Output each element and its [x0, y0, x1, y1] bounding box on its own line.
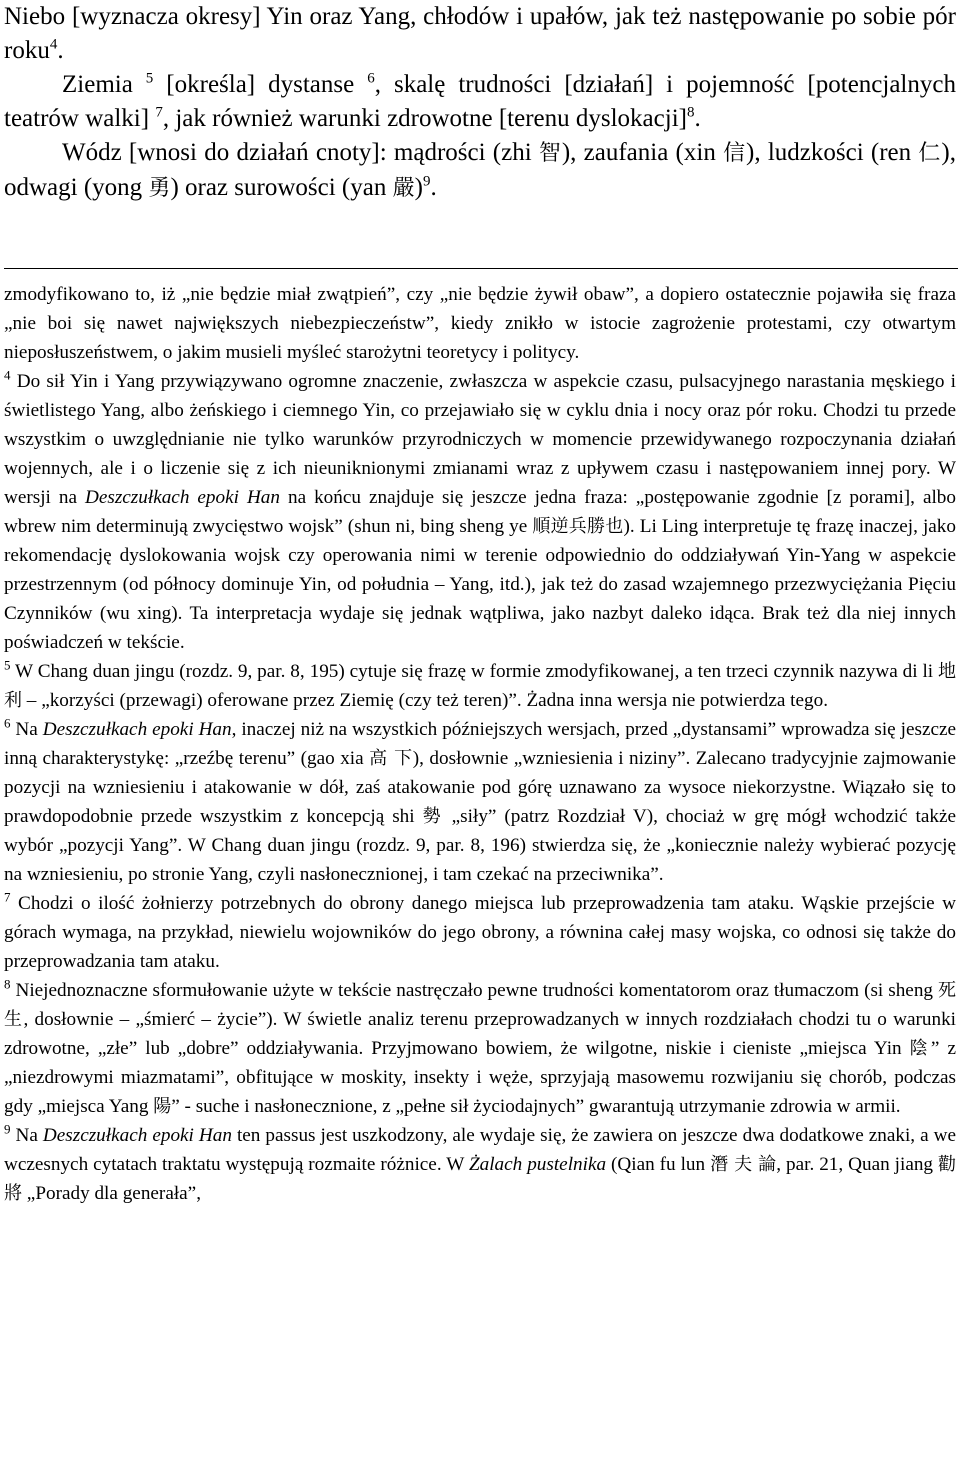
- main-paragraph-1: [4, 0, 956, 68]
- footnote-title: Deszczułkach epoki Han: [42, 719, 232, 740]
- footnote-number: 5: [4, 657, 11, 673]
- paragraph-text: , skalę trudności [działań] i pojemność [potencjalnych teatrów walki]: [4, 71, 956, 132]
- cjk-character: 勢: [422, 806, 444, 827]
- footnote-ref-8[interactable]: 8: [686, 104, 695, 121]
- footnote-text: Chodzi o ilość żołnierzy potrzebnych do obrony danego miejsca lub przeprowadzenia tam ataku. Wąskie przejście w górach wymaga, na przykład, niewielu wojowników do jego obrony, a równina całej masy wojska, co odnosi się także do przeprowadzania tam ataku.: [4, 893, 956, 972]
- footnote-text: , inaczej niż na wszystkich późniejszych wersjach, przed „dystansami” wprowadza się jeszcze inną charakterystykę: „rzeźbę terenu” (gao xia: [4, 719, 957, 769]
- paragraph-text: ): [414, 174, 423, 201]
- footnote-text: ). Li Ling interpretuje tę frazę inaczej, jako rekomendację dyslokowania wojsk czy operowania nimi w terenie odpowiednio do oddziaływań Yin-Yang w aspekcie przestrzennym (od północy dominuje Yin, od południa – Yang, itd.), jak też do zasad wzajemnego przezwyciężania Pięciu Czynników (wu xing). Ta interpretacja wydaje się jednak wątpliwa, jako nazbyt daleko idąca. Brak też dla niej innych poświadczeń w tekście.: [4, 516, 956, 653]
- cjk-character: 信: [723, 141, 747, 166]
- paragraph-text: ), ludzkości (ren: [746, 139, 919, 166]
- paragraph-text: .: [430, 174, 437, 201]
- footnote-text: Na: [10, 1125, 43, 1146]
- paragraph-text: Wódz [wnosi do działań cnoty]: mądrości (zhi: [62, 139, 539, 166]
- footnote-number: 8: [4, 976, 11, 992]
- footnote-text: ” - suche i nasłonecznione, z „pełne sił życiodajnych” gwarantują utrzymanie zdrowia w armii.: [171, 1096, 901, 1117]
- footnote-text: (Qian fu lun: [606, 1154, 711, 1175]
- paragraph-text: ) oraz surowości (yan: [170, 174, 393, 201]
- footnote-text: ), dosłownie „wzniesienia i niziny”. Zalecano tradycyjnie zajmowanie pozycji na wzniesieniu i atakowanie w dół, zaś atakowanie pod górę uznawano za wysoce niekorzystne. Wiązało się to prawdopodobnie przede wszystkim z koncepcją shi: [4, 748, 956, 827]
- footnote-ref-9[interactable]: 9: [422, 173, 431, 190]
- footnote-text: Do sił Yin i Yang przywiązywano ogromne znaczenie, zwłaszcza w aspekcie czasu, pulsacyjnego narastania męskiego i świetlistego Yang, albo żeńskiego i ciemnego Yin, co przejawiało się w cyklu dnia i nocy oraz pór roku. Chodzi tu przede wszystkim o uwzględnianie nie tylko warunków przyrodniczych w momencie przewidywanego rozpoczynania działań wojennych, ale i o liczenie się z ich nieuniknionymi zmianami wraz z upływem czasu i następowaniem innej pory. W wersji na: [4, 371, 956, 508]
- footnote-continuation: zmodyfikowano to, iż „nie będzie miał zwątpień”, czy „nie będzie żywił obaw”, a dopiero ostatecznie pojawiła się fraza „nie boi się nawet największych niebezpieczeństw”, kiedy znikło w istocie zagrożenie protestami, czy otwartym nieposłuszeństwem, o jakim musieli myśleć starożytni teoretycy i politycy.: [4, 284, 956, 363]
- paragraph-text: ), zaufania (xin: [561, 139, 724, 166]
- cjk-character: 仁: [918, 141, 942, 166]
- cjk-characters: 死 生: [4, 980, 956, 1030]
- footnote-text: Na: [10, 719, 43, 740]
- paragraph-text: .: [57, 37, 64, 64]
- footnote-title: Deszczułkach epoki Han: [42, 1125, 232, 1146]
- paragraph-text: , jak również warunki zdrowotne [terenu dyslokacji]: [162, 105, 687, 132]
- cjk-characters: 順逆兵勝也: [532, 516, 624, 537]
- cjk-character: 嚴: [392, 176, 415, 201]
- footnote-8: [4, 976, 956, 1121]
- footnote-ref-7[interactable]: 7: [155, 104, 163, 121]
- paragraph-text: Niebo [wyznacza okresy] Yin oraz Yang, chłodów i upałów, jak też następowanie po sobie pór roku: [4, 3, 956, 64]
- paragraph-text: Ziemia: [62, 71, 146, 98]
- footnote-text: na końcu znajduje się jeszcze jedna fraza: „postępowanie zgodnie [z porami], albo wbrew nim determinują zwycięstwo wojsk” (shun ni, bing sheng ye: [4, 487, 956, 537]
- footnote-text: „Porady dla generała”,: [22, 1183, 201, 1204]
- footnote-6: [4, 715, 956, 889]
- cjk-character: 勇: [148, 176, 171, 201]
- footnote-text: – „korzyści (przewagi) oferowane przez Ziemię (czy też teren)”. Żadna inna wersja nie potwierdza tego.: [22, 690, 828, 711]
- footnote-ref-5[interactable]: 5: [145, 70, 154, 87]
- cjk-characters: 地 利: [4, 661, 956, 711]
- footnote-number: 6: [4, 715, 11, 731]
- footnote-title: Deszczułkach epoki Han: [84, 487, 280, 508]
- footnote-separator: [4, 268, 958, 269]
- cjk-characters: 潛 夫 論: [710, 1154, 777, 1175]
- footnote-text: ” z „niezdrowymi miazmatami”, obfitujące w moskity, insekty i węże, sprzyjają masowemu rozwijaniu się chorób, podczas gdy „miejsca Yang: [4, 1038, 956, 1117]
- main-paragraph-3: [4, 136, 956, 206]
- footnote-number: 4: [4, 367, 11, 383]
- footnote-number: 7: [4, 889, 11, 905]
- cjk-character: 陰: [909, 1038, 931, 1059]
- footnote-text: „siły” (patrz Rozdział V), chociaż w grę mógł wchodzić także wybór „pozycji Yang”. W Chang duan jingu (rozdz. 9, par. 8, 196) stwierdza się, że „koniecznie należy wybierać pozycję na wzniesieniu, po stronie Yang, czyli nasłonecznionej, i tam czekać na przeciwnika”.: [4, 806, 956, 885]
- footnote-title: Żalach pustelnika: [468, 1154, 607, 1175]
- footnote-9: [4, 1121, 956, 1208]
- footnote-text: ten passus jest uszkodzony, ale wydaje się, że zawiera on jeszcze dwa dodatkowe znaki, a we wczesnych cytatach traktatu występują rozmaite różnice. W: [4, 1125, 957, 1175]
- footnote-text: , dosłownie – „śmierć – życie”). W świetle analiz terenu przeprowadzanych w innych rozdziałach chodzi tu o warunki zdrowotne, „złe” lub „dobre” oddziaływania. Przyjmowano bowiem, że wilgotne, niskie i cieniste „miejsca Yin: [4, 1009, 956, 1059]
- footnote-ref-6[interactable]: 6: [367, 70, 375, 87]
- cjk-character: 陽: [153, 1096, 172, 1117]
- main-text: [4, 0, 956, 206]
- footnote-number: 9: [4, 1121, 11, 1137]
- footnotes: [4, 280, 956, 1208]
- paragraph-text: [określa] dystanse: [153, 71, 368, 98]
- footnote-5: [4, 657, 956, 715]
- cjk-characters: 高 下: [369, 748, 413, 769]
- footnote-4: [4, 367, 956, 657]
- cjk-characters: 勸將: [4, 1154, 956, 1204]
- paragraph-text: ), odwagi (yong: [4, 139, 956, 201]
- footnote-text: Niejednoznaczne sformułowanie użyte w tekście nastręczało pewne trudności komentatorom oraz tłumaczom (si sheng: [10, 980, 938, 1001]
- main-paragraph-2: [4, 68, 956, 136]
- footnote-text: , par. 21, Quan jiang: [776, 1154, 938, 1175]
- footnote-text: W Chang duan jingu (rozdz. 9, par. 8, 195) cytuje się frazę w formie zmodyfikowanej, a ten trzeci czynnik nazywa di li: [10, 661, 938, 682]
- footnote-7: [4, 889, 956, 976]
- footnote-ref-4[interactable]: 4: [49, 36, 58, 53]
- paragraph-text: .: [694, 105, 701, 132]
- cjk-character: 智: [538, 141, 562, 166]
